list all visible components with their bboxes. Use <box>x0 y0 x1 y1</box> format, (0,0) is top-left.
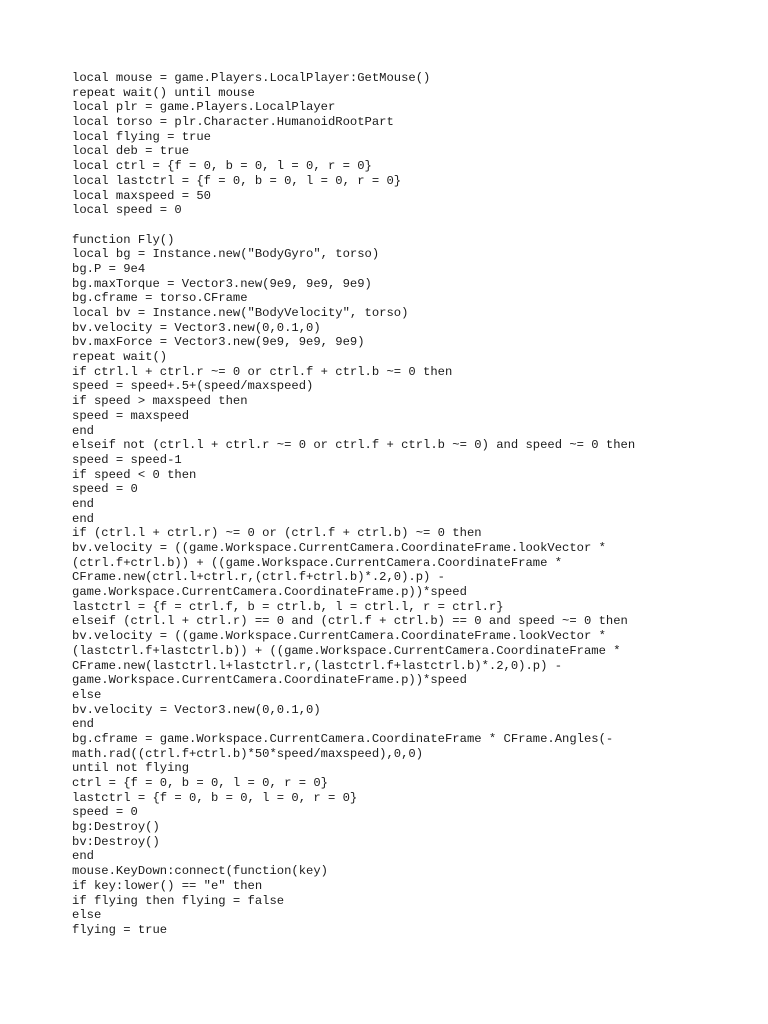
code-line: CFrame.new(lastctrl.l+lastctrl.r,(lastctrl.f+lastctrl.b)*.2,0).p) - <box>72 658 563 673</box>
code-line: function Fly() <box>72 232 175 247</box>
code-line: end <box>72 496 94 511</box>
code-line: bv.maxForce = Vector3.new(9e9, 9e9, 9e9) <box>72 335 365 350</box>
code-line: bg.P = 9e4 <box>72 261 146 276</box>
code-line: bv.velocity = ((game.Workspace.CurrentCamera.CoordinateFrame.lookVector * <box>72 629 606 644</box>
code-line: if speed < 0 then <box>72 467 197 482</box>
code-line: bg:Destroy() <box>72 820 160 835</box>
code-line: if flying then flying = false <box>72 893 285 908</box>
code-line: if speed > maxspeed then <box>72 394 248 409</box>
code-line: local speed = 0 <box>72 203 182 218</box>
code-line: bv.velocity = Vector3.new(0,0.1,0) <box>72 320 321 335</box>
code-line: speed = 0 <box>72 482 138 497</box>
code-line: speed = maxspeed <box>72 408 190 423</box>
code-line: (lastctrl.f+lastctrl.b)) + ((game.Workspace.CurrentCamera.CoordinateFrame * <box>72 643 621 658</box>
code-line: speed = speed+.5+(speed/maxspeed) <box>72 379 314 394</box>
code-line: game.Workspace.CurrentCamera.CoordinateFrame.p))*speed <box>72 585 467 600</box>
code-line: local maxspeed = 50 <box>72 188 211 203</box>
code-line: mouse.KeyDown:connect(function(key) <box>72 864 328 879</box>
code-line: else <box>72 687 102 702</box>
code-line: local bg = Instance.new("BodyGyro", torso) <box>72 247 380 262</box>
code-line: bg.cframe = torso.CFrame <box>72 291 248 306</box>
code-line: bv.velocity = Vector3.new(0,0.1,0) <box>72 702 321 717</box>
code-line: local torso = plr.Character.HumanoidRootPart <box>72 115 394 130</box>
code-line: repeat wait() <box>72 350 168 365</box>
code-line: game.Workspace.CurrentCamera.CoordinateFrame.p))*speed <box>72 673 467 688</box>
code-line: local deb = true <box>72 144 190 159</box>
code-line: lastctrl = {f = 0, b = 0, l = 0, r = 0} <box>72 790 358 805</box>
code-line: end <box>72 849 94 864</box>
code-line: end <box>72 511 94 526</box>
code-line: until not flying <box>72 761 190 776</box>
code-line: local ctrl = {f = 0, b = 0, l = 0, r = 0} <box>72 159 372 174</box>
code-line: end <box>72 717 94 732</box>
code-line: elseif not (ctrl.l + ctrl.r ~= 0 or ctrl.f + ctrl.b ~= 0) and speed ~= 0 then <box>72 438 636 453</box>
code-line: else <box>72 908 102 923</box>
code-line: if (ctrl.l + ctrl.r) ~= 0 or (ctrl.f + ctrl.b) ~= 0 then <box>72 526 482 541</box>
code-line: local lastctrl = {f = 0, b = 0, l = 0, r = 0} <box>72 173 402 188</box>
code-line: if ctrl.l + ctrl.r ~= 0 or ctrl.f + ctrl.b ~= 0 then <box>72 364 453 379</box>
code-text-block <box>72 71 752 938</box>
code-line: if key:lower() == "e" then <box>72 878 263 893</box>
code-line: speed = speed-1 <box>72 452 182 467</box>
code-line: speed = 0 <box>72 805 138 820</box>
code-line: local mouse = game.Players.LocalPlayer:GetMouse() <box>72 71 431 85</box>
code-line: local flying = true <box>72 129 211 144</box>
code-line: bg.maxTorque = Vector3.new(9e9, 9e9, 9e9) <box>72 276 372 291</box>
code-line: bg.cframe = game.Workspace.CurrentCamera.CoordinateFrame * CFrame.Angles(- <box>72 731 614 746</box>
blank-line <box>72 218 752 233</box>
code-line: local plr = game.Players.LocalPlayer <box>72 100 336 115</box>
code-line: math.rad((ctrl.f+ctrl.b)*50*speed/maxspeed),0,0) <box>72 746 424 761</box>
code-line: bv.velocity = ((game.Workspace.CurrentCamera.CoordinateFrame.lookVector * <box>72 541 606 555</box>
code-line: (ctrl.f+ctrl.b)) + ((game.Workspace.CurrentCamera.CoordinateFrame * <box>72 555 563 570</box>
code-line: CFrame.new(ctrl.l+ctrl.r,(ctrl.f+ctrl.b)*.2,0).p) - <box>72 570 445 585</box>
code-line: elseif (ctrl.l + ctrl.r) == 0 and (ctrl.f + ctrl.b) == 0 and speed ~= 0 then <box>72 614 628 629</box>
code-line: local bv = Instance.new("BodyVelocity", torso) <box>72 306 409 320</box>
code-line: bv:Destroy() <box>72 834 160 849</box>
code-line: end <box>72 423 94 438</box>
code-line: flying = true <box>72 922 168 937</box>
code-line: repeat wait() until mouse <box>72 85 255 100</box>
code-line: ctrl = {f = 0, b = 0, l = 0, r = 0} <box>72 776 328 790</box>
code-line: lastctrl = {f = ctrl.f, b = ctrl.b, l = ctrl.l, r = ctrl.r} <box>72 599 504 614</box>
